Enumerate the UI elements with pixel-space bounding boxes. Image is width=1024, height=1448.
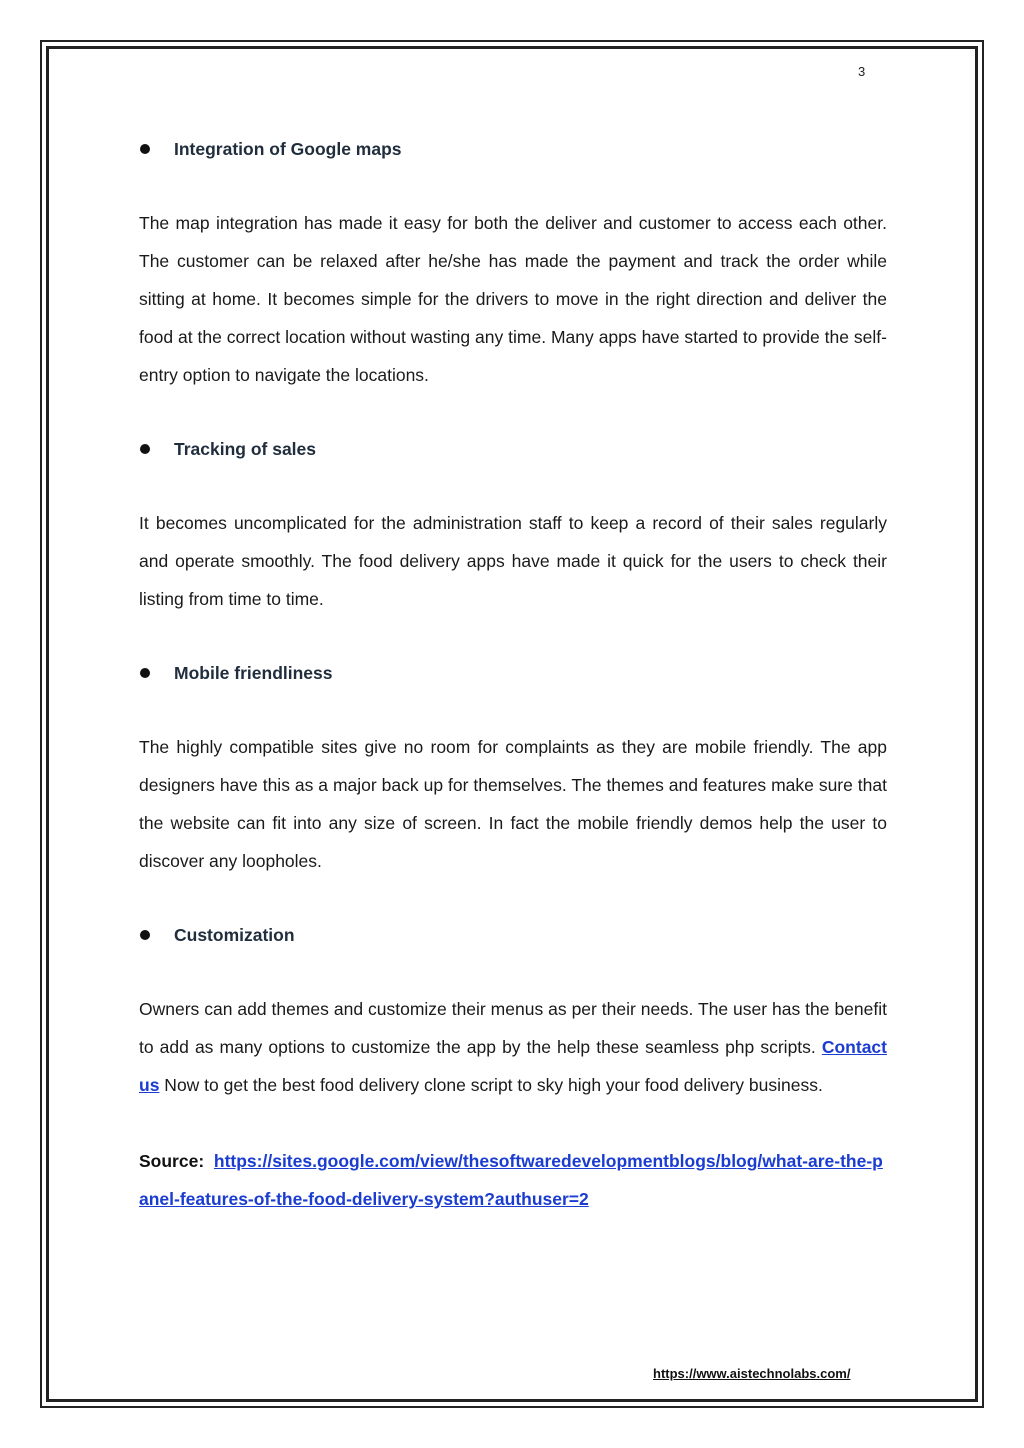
section-paragraph-google-maps: The map integration has made it easy for both the deliver and customer to access each other. The customer can be relaxed after he/she has made the payment and track the order while sitting at home. It becomes simple for the drivers to move in the right direction and deliver the food at the correct location without wasting any time. Many apps have started to provide the self-entry option to navigate the locations. [139, 213, 887, 385]
source-link[interactable]: https://sites.google.com/view/thesoftwaredevelopmentblogs/blog/what-are-the-panel-features-of-the-food-delivery-system?authuser=2 [139, 1151, 883, 1209]
section-heading-text: Mobile friendliness [174, 662, 333, 683]
paragraph-text: Now to get the best food delivery clone script to sky high your food delivery business. [159, 1075, 823, 1095]
page-number: 3 [858, 64, 866, 79]
contact-us-link[interactable]: Contact us [139, 1037, 887, 1095]
section-heading-text: Integration of Google maps [174, 138, 402, 159]
section-heading-google-maps [139, 132, 887, 166]
section-heading-text: Customization [174, 924, 295, 945]
document-body [139, 132, 887, 1218]
section-paragraph-customization [139, 990, 887, 1104]
bullet-icon [140, 930, 150, 940]
bullet-icon [140, 668, 150, 678]
section-paragraph-tracking-sales: It becomes uncomplicated for the administration staff to keep a record of their sales regularly and operate smoothly. The food delivery apps have made it quick for the users to check their listing from time to time. [139, 513, 887, 609]
section-heading-mobile-friendliness [139, 656, 887, 690]
paragraph-text: Owners can add themes and customize their menus as per their needs. The user has the benefit to add as many options to customize the app by the help these seamless php scripts. [139, 999, 887, 1057]
section-paragraph-mobile-friendliness: The highly compatible sites give no room for complaints as they are mobile friendly. The app designers have this as a major back up for themselves. The themes and features make sure that the website can fit into any size of screen. In fact the mobile friendly demos help the user to discover any loopholes. [139, 737, 887, 871]
source-label: Source: [139, 1151, 205, 1171]
source-line [139, 1142, 887, 1218]
section-heading-tracking-sales [139, 432, 887, 466]
section-heading-text: Tracking of sales [174, 438, 317, 459]
bullet-icon [140, 444, 150, 454]
bullet-icon [140, 144, 150, 154]
footer-website-link[interactable]: https://www.aistechnolabs.com/ [653, 1366, 851, 1381]
section-heading-customization [139, 918, 887, 952]
